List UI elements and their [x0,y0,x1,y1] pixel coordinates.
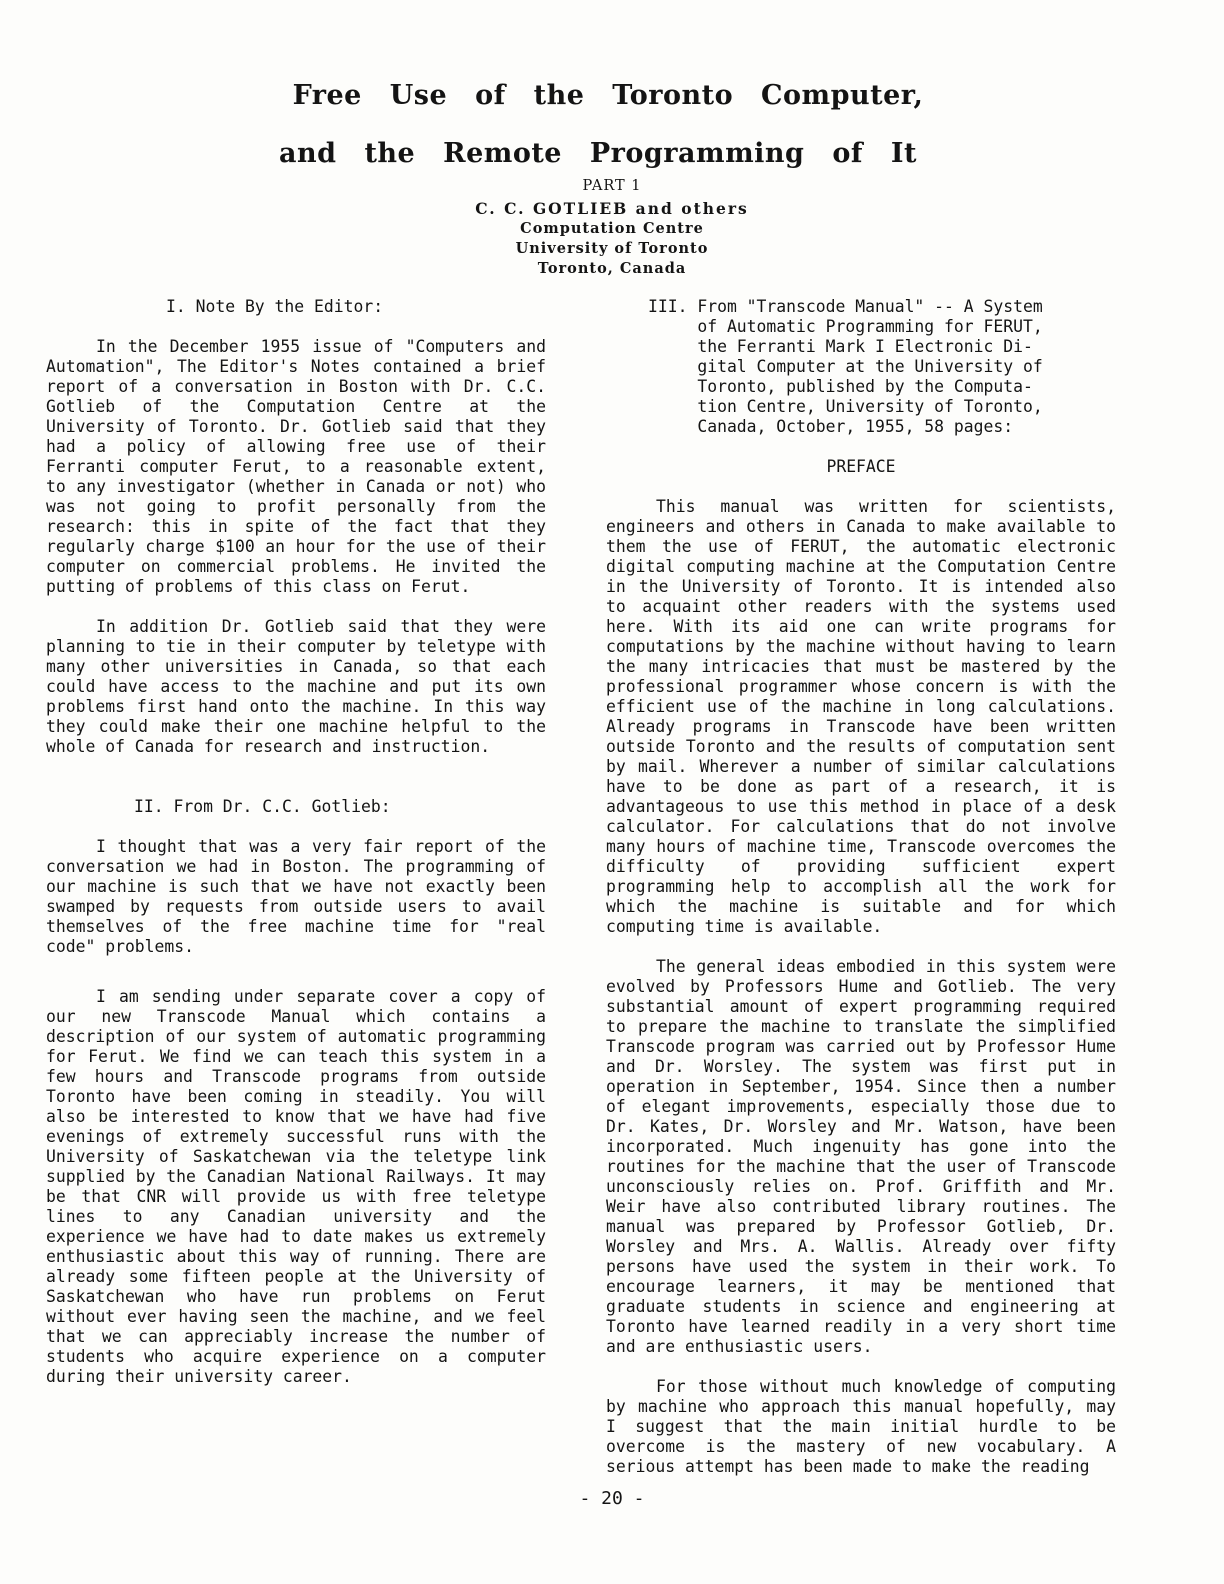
preface-heading: PREFACE [826,457,896,476]
part-label: PART 1 [582,178,642,194]
section-2-heading: II. From Dr. C.C. Gotlieb: [134,797,391,816]
department-line: Computation Centre [520,220,704,237]
right-column [606,297,1116,1477]
section-1-paragraph-2: In addition Dr. Gotlieb said that they were planning to tie in their computer by teletype with many other universities in Canada, so that each could have access to the machine and put its own problems first hand onto the machine. In this way they could make their one machine helpful to the whole of Canada for research and instruction. [46,617,546,756]
location-line: Toronto, Canada [537,260,687,277]
section-1-paragraph-1: In the December 1955 issue of "Computers and Automation", The Editor's Notes contained a brief report of a conversation in Boston with Dr. C.C. Gotlieb of the Computation Centre at the University of Toronto. Dr. Gotlieb said that they had a policy of allowing free use of their Ferranti computer Ferut, to a reasonable extent, to any investigator (whether in Canada or not) who was not going to profit personally from the research: this in spite of the fact that they regularly charge $100 an hour for the use of their computer on commercial problems. He invited the putting of problems of this class on Ferut. [46,337,546,596]
section-3-heading: III. From "Transcode Manual" -- A System of Automatic Programming for FERUT, the Ferranti Mark I Electronic Di- gital Computer at the University of Toronto, published by the Computa- tion Centre, University of Toronto, Canada, October, 1955, 58 pages: [648,297,1043,436]
preface-paragraph-2: The general ideas embodied in this system were evolved by Professors Hume and Gotlieb. The very substantial amount of expert programming required to prepare the machine to translate the simplified Transcode program was carried out by Professor Hume and Dr. Worsley. The system was first put in operation in September, 1954. Since then a number of elegant improvements, especially those due to Dr. Kates, Dr. Worsley and Mr. Watson, have been incorporated. Much ingenuity has gone into the routines for the machine that the user of Transcode unconsciously relies on. Prof. Griffith and Mr. Weir have also contributed library routines. The manual was prepared by Professor Gotlieb, Dr. Worsley and Mrs. A. Wallis. Already over fifty persons have used the system in their work. To encourage learners, it may be mentioned that graduate students in science and engineering at Toronto have learned readily in a very short time and are enthusiastic users. [606,957,1116,1356]
title-line-1: Free Use of the Toronto Computer, [292,80,924,111]
title-line-2: and the Remote Programming of It [279,138,917,169]
preface-paragraph-3: For those without much knowledge of computing by machine who approach this manual hopefully, may I suggest that the main initial hurdle to be overcome is the mastery of new vocabulary. A serious attempt has been made to make the reading [606,1377,1116,1476]
left-column [46,297,546,1387]
section-2-paragraph-2: I am sending under separate cover a copy of our new Transcode Manual which contains a description of our system of automatic programming for Ferut. We find we can teach this system in a few hours and Transcode programs from outside Toronto have been coming in steadily. You will also be interested to know that we have had five evenings of extremely successful runs with the University of Saskatchewan via the teletype link supplied by the Canadian National Railways. It may be that CNR will provide us with free teletype lines to any Canadian university and the experience we have had to date makes us extremely enthusiastic about this way of running. There are already some fifteen people at the University of Saskatchewan who have run problems on Ferut without ever having seen the machine, and we feel that we can appreciably increase the number of students who acquire experience on a computer during their university career. [46,987,546,1386]
preface-paragraph-1: This manual was written for scientists, engineers and others in Canada to make available to them the use of FERUT, the automatic electronic digital computing machine at the Computation Centre in the University of Toronto. It is intended also to acquaint other readers with the systems used here. With its aid one can write programs for computations by the machine without having to learn the many intricacies that must be mastered by the professional programmer whose concern is with the efficient use of the machine in long calculations. Already programs in Transcode have been written outside Toronto and the results of computation sent by mail. Wherever a number of similar calculations have to be done as part of a research, it is advantageous to use this method in place of a desk calculator. For calculations that do not involve many hours of machine time, Transcode overcomes the difficulty of providing sufficient expert programming help to accomplish all the work for which the machine is suitable and for which computing time is available. [606,497,1116,936]
section-1-heading: I. Note By the Editor: [166,297,384,316]
university-line: University of Toronto [515,240,709,257]
section-2-paragraph-1: I thought that was a very fair report of the conversation we had in Boston. The programming of our machine is such that we have not exactly been swamped by requests from outside users to avail themselves of the free machine time for "real code" problems. [46,837,546,956]
page-number: - 20 - [579,1488,645,1509]
author-line: C. C. GOTLIEB and others [475,199,749,218]
